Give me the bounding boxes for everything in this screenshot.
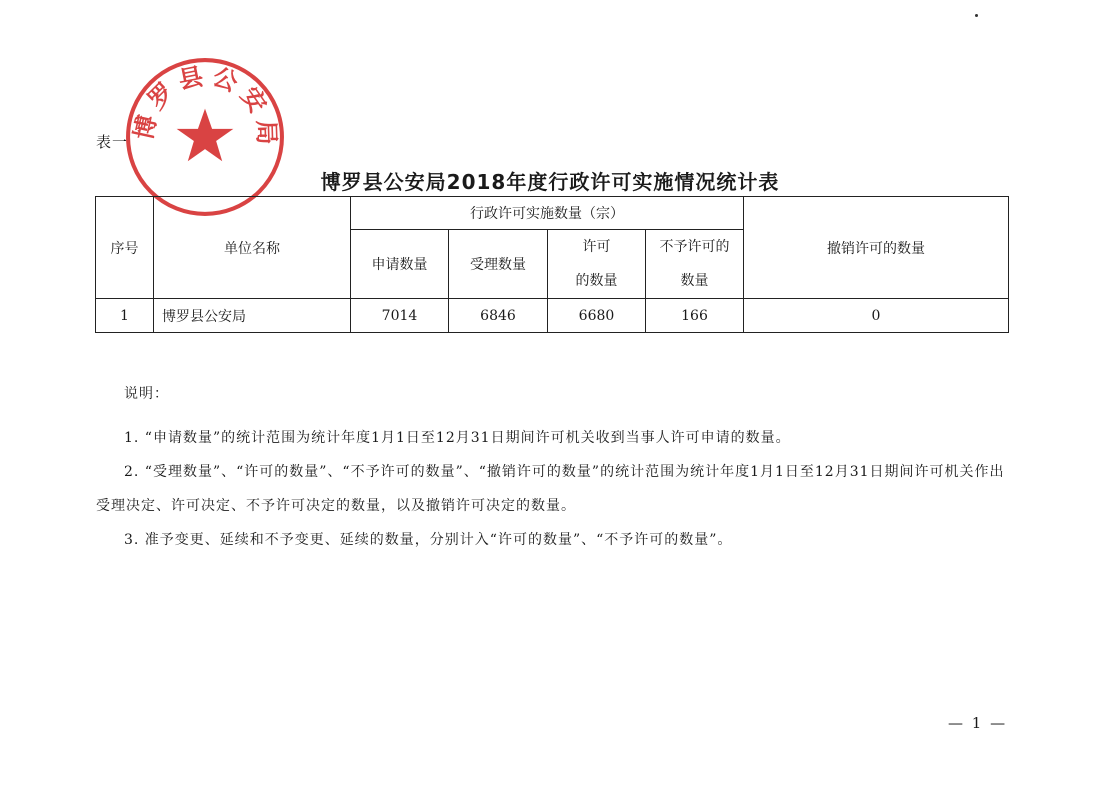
table-row <box>96 299 1009 333</box>
header-permitted <box>548 230 646 299</box>
cell-permitted: 6680 <box>548 299 646 333</box>
header-revoked: 撤销许可的数量 <box>744 197 1009 299</box>
header-rejected <box>646 230 744 299</box>
notes-heading: 说明： <box>124 386 169 402</box>
cell-applied: 7014 <box>351 299 449 333</box>
table-number-label: 表一 <box>96 133 129 151</box>
scan-speck <box>975 14 978 17</box>
header-accepted: 受理数量 <box>449 230 548 299</box>
header-rejected-line2: 数量 <box>680 273 709 289</box>
header-permit-group: 行政许可实施数量（宗） <box>351 197 744 230</box>
cell-unit-name: 博罗县公安局 <box>154 299 351 333</box>
header-rejected-line1: 不予许可的 <box>659 239 730 255</box>
cell-accepted: 6846 <box>449 299 548 333</box>
statistics-table <box>95 196 1009 333</box>
header-permitted-line2: 的数量 <box>575 273 618 289</box>
note-item-1: 1. “申请数量”的统计范围为统计年度1月1日至12月31日期间许可机关收到当事人许可申请的数量。 <box>124 430 791 446</box>
header-permitted-line1: 许可 <box>582 239 611 255</box>
cell-revoked: 0 <box>744 299 1009 333</box>
page-number: — 1 — <box>948 714 1008 732</box>
cell-seq: 1 <box>96 299 154 333</box>
note-item-2: 2. “受理数量”、“许可的数量”、“不予许可的数量”、“撤销许可的数量”的统计范围为统计年度1月1日至12月31日期间许可机关作出受理决定、许可决定、不予许可决定的数量，以及撤销许可决定的数量。 <box>96 464 1005 514</box>
notes-section <box>96 383 1016 557</box>
header-unit-name: 单位名称 <box>154 197 351 299</box>
seal-text: 博罗县公安局 <box>128 60 282 152</box>
note-item-3: 3. 准予变更、延续和不予变更、延续的数量，分别计入“许可的数量”、“不予许可的数量”。 <box>124 532 733 548</box>
cell-rejected: 166 <box>646 299 744 333</box>
header-applied: 申请数量 <box>351 230 449 299</box>
header-row-1 <box>96 197 1009 230</box>
header-seq: 序号 <box>96 197 154 299</box>
page-title: 博罗县公安局2018年度行政许可实施情况统计表 <box>320 170 780 194</box>
